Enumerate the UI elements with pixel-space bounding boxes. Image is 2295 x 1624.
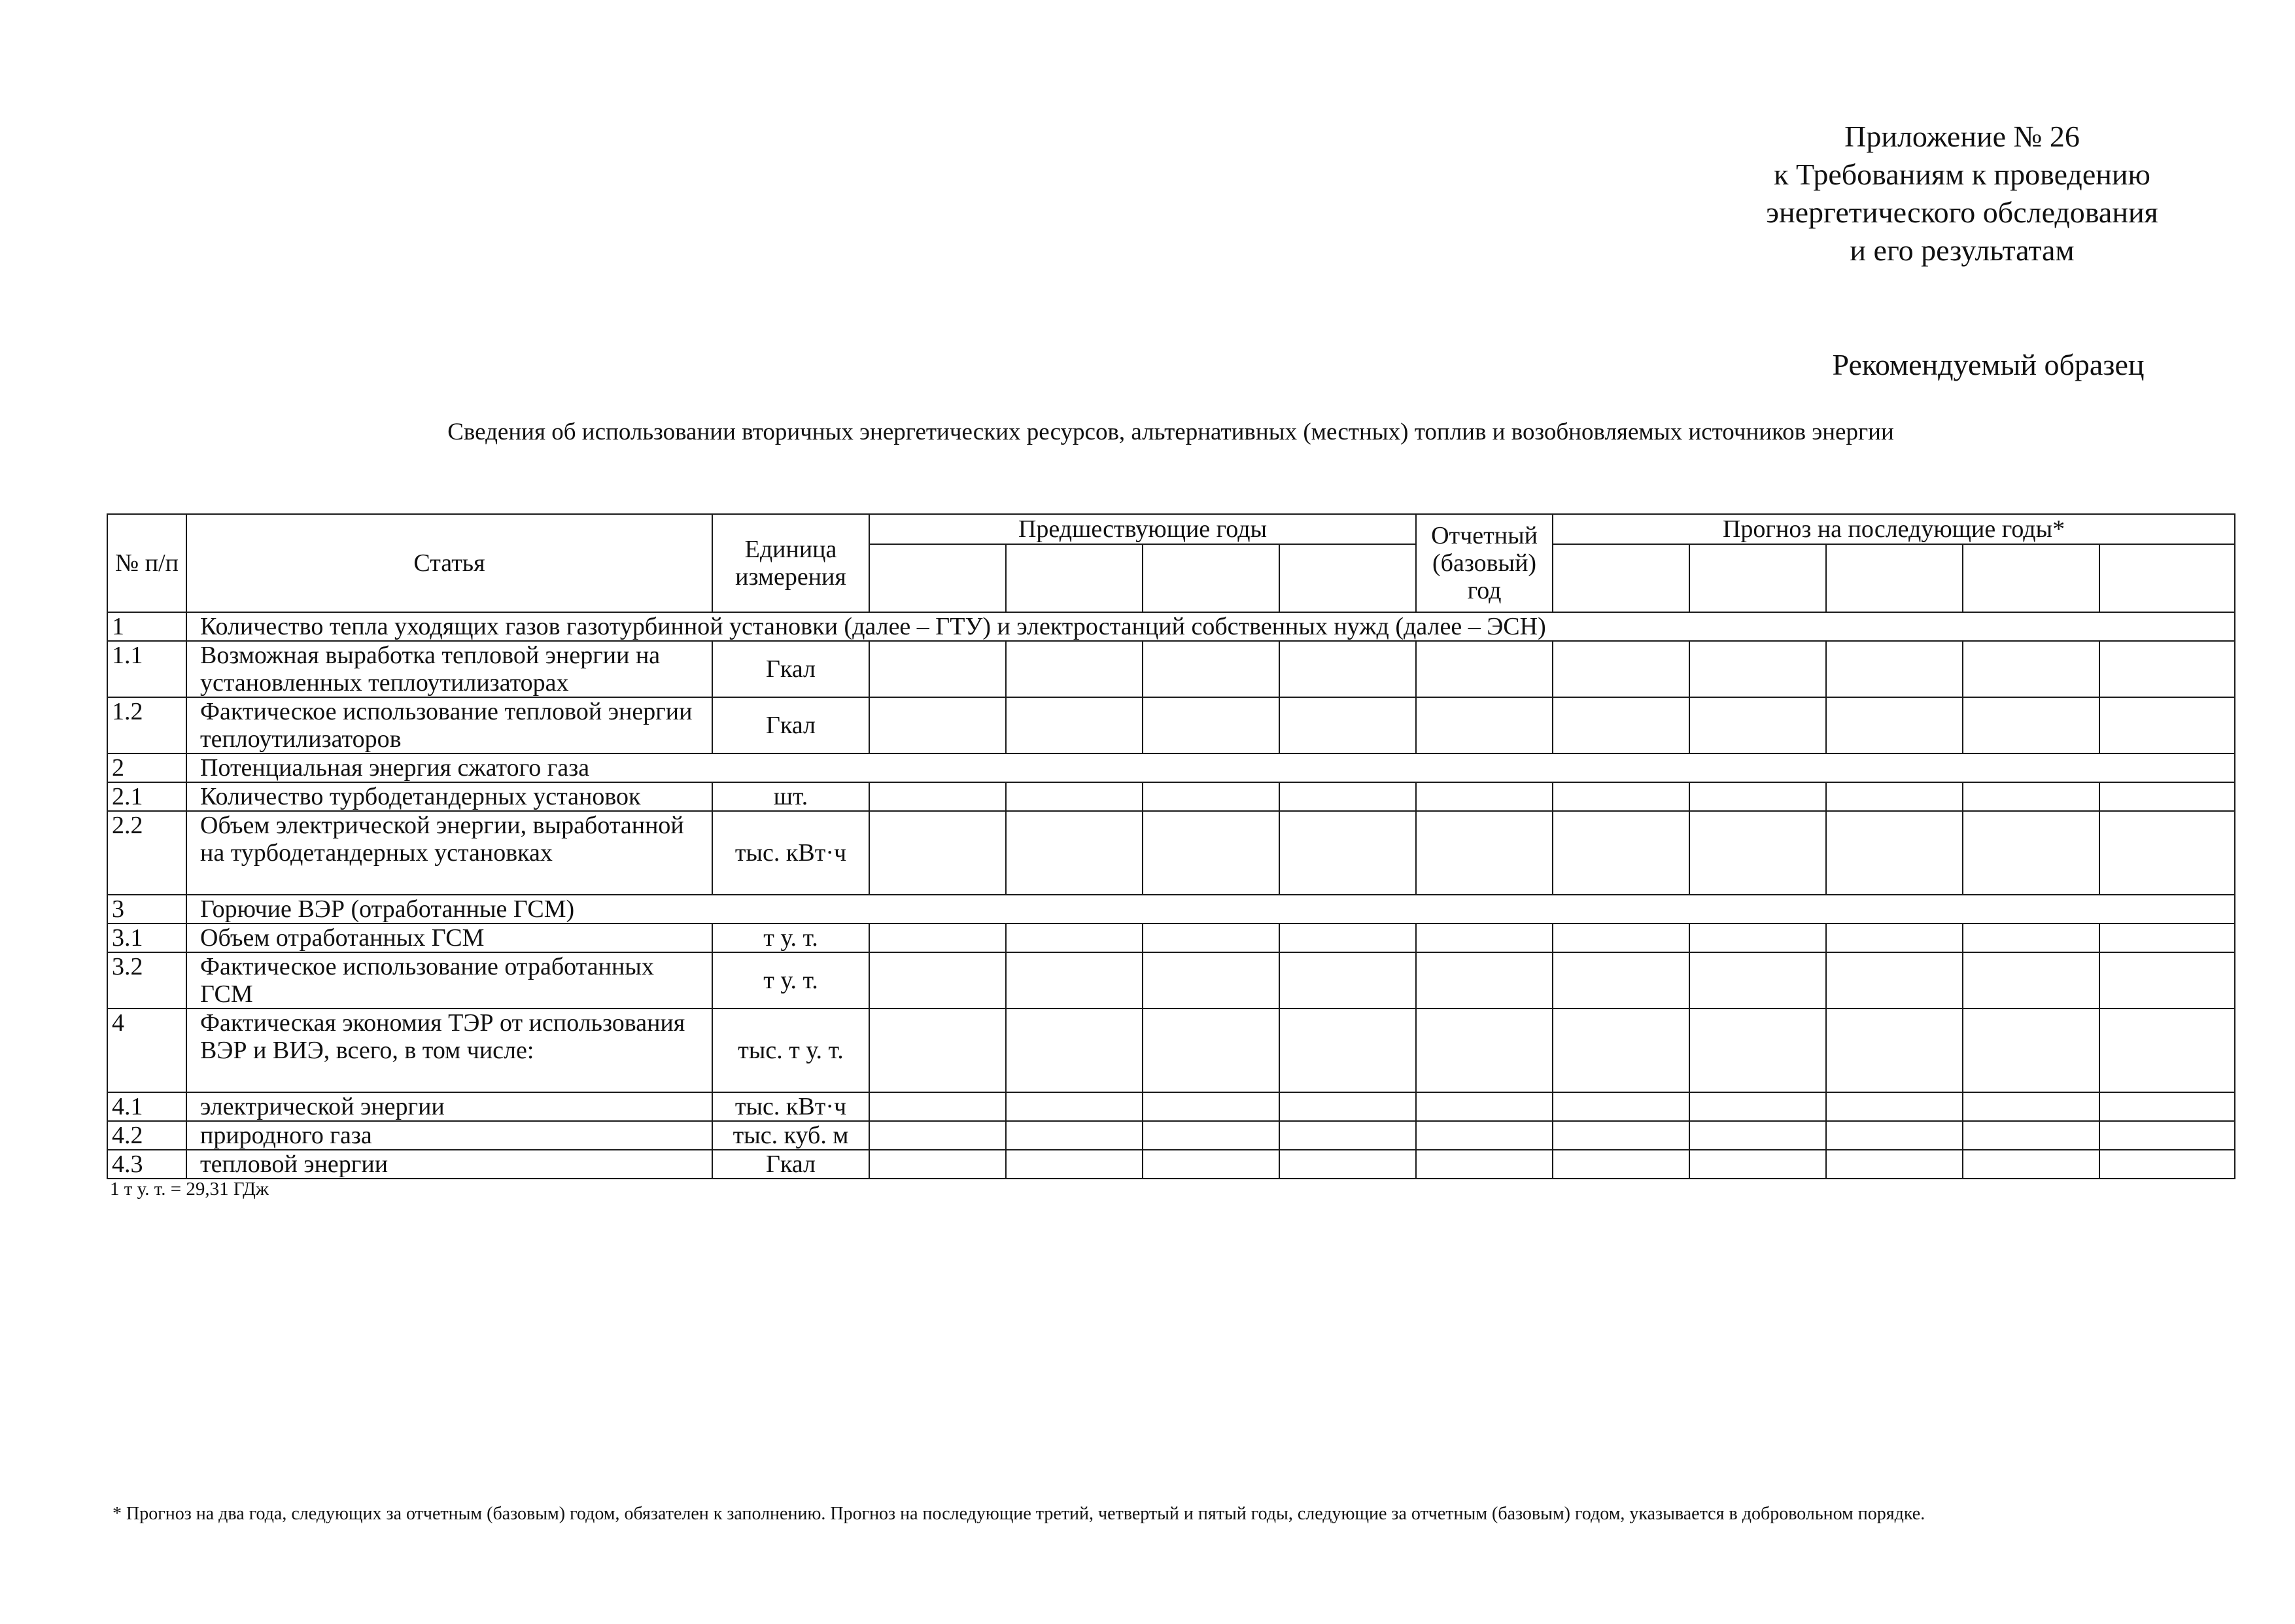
- row-number-cell: 4.1: [107, 1092, 186, 1121]
- value-cell: [1143, 924, 1279, 952]
- value-cell: [1416, 697, 1553, 753]
- value-cell: [1963, 1092, 2099, 1121]
- value-cell: [869, 811, 1006, 895]
- row-article-cell: Потенциальная энергия сжатого газа: [186, 753, 2235, 782]
- row-number-cell: 2.1: [107, 782, 186, 811]
- value-cell: [1279, 1009, 1416, 1092]
- forecast-year-subheader: [2099, 544, 2235, 612]
- value-cell: [2099, 697, 2235, 753]
- row-unit-cell: Гкал: [712, 641, 869, 697]
- row-article-cell: Фактическое использование отработанных ГСМ: [186, 952, 712, 1009]
- row-unit-cell: т у. т.: [712, 924, 869, 952]
- row-number-cell: 4.3: [107, 1150, 186, 1179]
- forecast-year-subheader: [1689, 544, 1826, 612]
- value-cell: [1826, 1150, 1963, 1179]
- table-row: [107, 1092, 2235, 1121]
- row-unit-cell: Гкал: [712, 1150, 869, 1179]
- value-cell: [1416, 1121, 1553, 1150]
- value-cell: [1006, 924, 1143, 952]
- value-cell: [1279, 697, 1416, 753]
- value-cell: [1279, 1150, 1416, 1179]
- forecast-year-subheader: [1826, 544, 1963, 612]
- value-cell: [1553, 641, 1689, 697]
- value-cell: [1006, 782, 1143, 811]
- table-row: [107, 782, 2235, 811]
- row-unit-cell: тыс. т у. т.: [712, 1009, 869, 1092]
- row-article-cell: Объем отработанных ГСМ: [186, 924, 712, 952]
- value-cell: [1553, 1009, 1689, 1092]
- value-cell: [1963, 697, 2099, 753]
- value-cell: [1279, 952, 1416, 1009]
- value-cell: [1143, 1121, 1279, 1150]
- value-cell: [1963, 952, 2099, 1009]
- previous-year-subheader: [1006, 544, 1143, 612]
- value-cell: [1689, 641, 1826, 697]
- value-cell: [1416, 811, 1553, 895]
- value-cell: [1006, 1121, 1143, 1150]
- value-cell: [1826, 641, 1963, 697]
- value-cell: [869, 1121, 1006, 1150]
- value-cell: [1416, 924, 1553, 952]
- value-cell: [1826, 1092, 1963, 1121]
- row-unit-cell: тыс. куб. м: [712, 1121, 869, 1150]
- value-cell: [1963, 782, 2099, 811]
- value-cell: [1416, 1092, 1553, 1121]
- value-cell: [1689, 782, 1826, 811]
- value-cell: [869, 782, 1006, 811]
- value-cell: [2099, 952, 2235, 1009]
- value-cell: [1689, 952, 1826, 1009]
- annex-reference-line: энергетического обследования: [1766, 196, 2158, 229]
- value-cell: [2099, 1150, 2235, 1179]
- value-cell: [1553, 1092, 1689, 1121]
- value-cell: [869, 952, 1006, 1009]
- value-cell: [2099, 1009, 2235, 1092]
- table-row: [107, 753, 2235, 782]
- column-header-unit: Единица измерения: [712, 514, 869, 612]
- value-cell: [1143, 782, 1279, 811]
- value-cell: [1553, 1121, 1689, 1150]
- row-article-cell: природного газа: [186, 1121, 712, 1150]
- row-article-cell: Фактическое использование тепловой энергии теплоутилизаторов: [186, 697, 712, 753]
- forecast-year-subheader: [1553, 544, 1689, 612]
- value-cell: [1689, 924, 1826, 952]
- value-cell: [2099, 1121, 2235, 1150]
- row-number-cell: 4: [107, 1009, 186, 1092]
- value-cell: [1143, 641, 1279, 697]
- value-cell: [1689, 811, 1826, 895]
- row-article-cell: Количество турбодетандерных установок: [186, 782, 712, 811]
- column-header-article: Статья: [186, 514, 712, 612]
- value-cell: [2099, 782, 2235, 811]
- value-cell: [2099, 641, 2235, 697]
- value-cell: [1006, 1150, 1143, 1179]
- value-cell: [1279, 811, 1416, 895]
- value-cell: [1553, 782, 1689, 811]
- value-cell: [1416, 1009, 1553, 1092]
- value-cell: [1416, 952, 1553, 1009]
- recommended-sample-label: Рекомендуемый образец: [1832, 348, 2145, 381]
- value-cell: [869, 1009, 1006, 1092]
- column-header-number: № п/п: [107, 514, 186, 612]
- row-number-cell: 3.2: [107, 952, 186, 1009]
- value-cell: [1416, 782, 1553, 811]
- row-article-cell: Фактическая экономия ТЭР от использования ВЭР и ВИЭ, всего, в том числе:: [186, 1009, 712, 1092]
- row-number-cell: 2.2: [107, 811, 186, 895]
- forecast-year-subheader: [1963, 544, 2099, 612]
- row-number-cell: 1.1: [107, 641, 186, 697]
- value-cell: [1963, 1150, 2099, 1179]
- table-row: [107, 924, 2235, 952]
- value-cell: [869, 1150, 1006, 1179]
- value-cell: [1553, 952, 1689, 1009]
- annex-reference-line: и его результатам: [1850, 233, 2075, 267]
- value-cell: [1279, 1121, 1416, 1150]
- value-cell: [1416, 641, 1553, 697]
- value-cell: [1279, 782, 1416, 811]
- value-cell: [1963, 641, 2099, 697]
- row-number-cell: 3: [107, 895, 186, 924]
- row-number-cell: 3.1: [107, 924, 186, 952]
- row-number-cell: 2: [107, 753, 186, 782]
- value-cell: [1006, 697, 1143, 753]
- row-unit-cell: тыс. кВт·ч: [712, 811, 869, 895]
- value-cell: [2099, 811, 2235, 895]
- value-cell: [1826, 697, 1963, 753]
- energy-resources-table: [107, 513, 2235, 1179]
- value-cell: [1826, 782, 1963, 811]
- value-cell: [1689, 697, 1826, 753]
- value-cell: [1006, 952, 1143, 1009]
- value-cell: [1689, 1150, 1826, 1179]
- value-cell: [1689, 1121, 1826, 1150]
- value-cell: [1416, 1150, 1553, 1179]
- value-cell: [1143, 1009, 1279, 1092]
- value-cell: [1826, 811, 1963, 895]
- value-cell: [869, 641, 1006, 697]
- table-row: [107, 697, 2235, 753]
- row-unit-cell: Гкал: [712, 697, 869, 753]
- value-cell: [1826, 1121, 1963, 1150]
- value-cell: [1689, 1092, 1826, 1121]
- value-cell: [1826, 1009, 1963, 1092]
- value-cell: [869, 1092, 1006, 1121]
- table-row: [107, 1150, 2235, 1179]
- previous-year-subheader: [869, 544, 1006, 612]
- table-row: [107, 895, 2235, 924]
- annex-reference-line: к Требованиям к проведению: [1774, 158, 2150, 191]
- table-row: [107, 641, 2235, 697]
- table-row: [107, 811, 2235, 895]
- value-cell: [1279, 641, 1416, 697]
- row-unit-cell: шт.: [712, 782, 869, 811]
- value-cell: [2099, 924, 2235, 952]
- value-cell: [1826, 952, 1963, 1009]
- row-unit-cell: тыс. кВт·ч: [712, 1092, 869, 1121]
- value-cell: [1553, 1150, 1689, 1179]
- value-cell: [1006, 1009, 1143, 1092]
- value-cell: [1689, 1009, 1826, 1092]
- value-cell: [1553, 811, 1689, 895]
- value-cell: [1553, 924, 1689, 952]
- value-cell: [1553, 697, 1689, 753]
- table-row: [107, 952, 2235, 1009]
- table-row: [107, 1121, 2235, 1150]
- value-cell: [1006, 641, 1143, 697]
- value-cell: [1963, 1009, 2099, 1092]
- row-article-cell: тепловой энергии: [186, 1150, 712, 1179]
- column-header-previous-years: Предшествующие годы: [869, 514, 1416, 544]
- table-header-row: [107, 514, 2235, 544]
- previous-year-subheader: [1143, 544, 1279, 612]
- table-row: [107, 612, 2235, 641]
- value-cell: [1963, 1121, 2099, 1150]
- column-header-reporting-year: Отчетный (базовый) год: [1416, 514, 1553, 612]
- document-title: Сведения об использовании вторичных энергетических ресурсов, альтернативных (местных) топлив и возобновляемых источников энергии: [447, 419, 1894, 445]
- row-number-cell: 1: [107, 612, 186, 641]
- value-cell: [1143, 952, 1279, 1009]
- value-cell: [1143, 1150, 1279, 1179]
- row-article-cell: Возможная выработка тепловой энергии на установленных теплоутилизаторах: [186, 641, 712, 697]
- unit-conversion-note: 1 т у. т. = 29,31 ГДж: [110, 1179, 269, 1200]
- previous-year-subheader: [1279, 544, 1416, 612]
- value-cell: [869, 924, 1006, 952]
- value-cell: [1279, 1092, 1416, 1121]
- value-cell: [1143, 811, 1279, 895]
- annex-number: Приложение № 26: [1844, 120, 2080, 153]
- table-row: [107, 1009, 2235, 1092]
- row-number-cell: 4.2: [107, 1121, 186, 1150]
- value-cell: [2099, 1092, 2235, 1121]
- value-cell: [1963, 811, 2099, 895]
- row-article-cell: Объем электрической энергии, выработанной на турбодетандерных установках: [186, 811, 712, 895]
- value-cell: [869, 697, 1006, 753]
- annex-block: [1733, 118, 2191, 269]
- row-article-cell: электрической энергии: [186, 1092, 712, 1121]
- value-cell: [1006, 1092, 1143, 1121]
- value-cell: [1279, 924, 1416, 952]
- column-header-forecast: Прогноз на последующие годы*: [1553, 514, 2235, 544]
- value-cell: [1006, 811, 1143, 895]
- row-article-cell: Количество тепла уходящих газов газотурбинной установки (далее – ГТУ) и электростанций собственных нужд (далее – ЭСН): [186, 612, 2235, 641]
- value-cell: [1143, 697, 1279, 753]
- value-cell: [1143, 1092, 1279, 1121]
- row-unit-cell: т у. т.: [712, 952, 869, 1009]
- value-cell: [1963, 924, 2099, 952]
- row-article-cell: Горючие ВЭР (отработанные ГСМ): [186, 895, 2235, 924]
- forecast-footnote: * Прогноз на два года, следующих за отчетным (базовым) годом, обязателен к заполнению. Прогноз на последующие третий, четвертый и пятый годы, следующие за отчетным (базовым) годом, указывается в добровольном порядке.: [112, 1504, 1925, 1524]
- value-cell: [1826, 924, 1963, 952]
- row-number-cell: 1.2: [107, 697, 186, 753]
